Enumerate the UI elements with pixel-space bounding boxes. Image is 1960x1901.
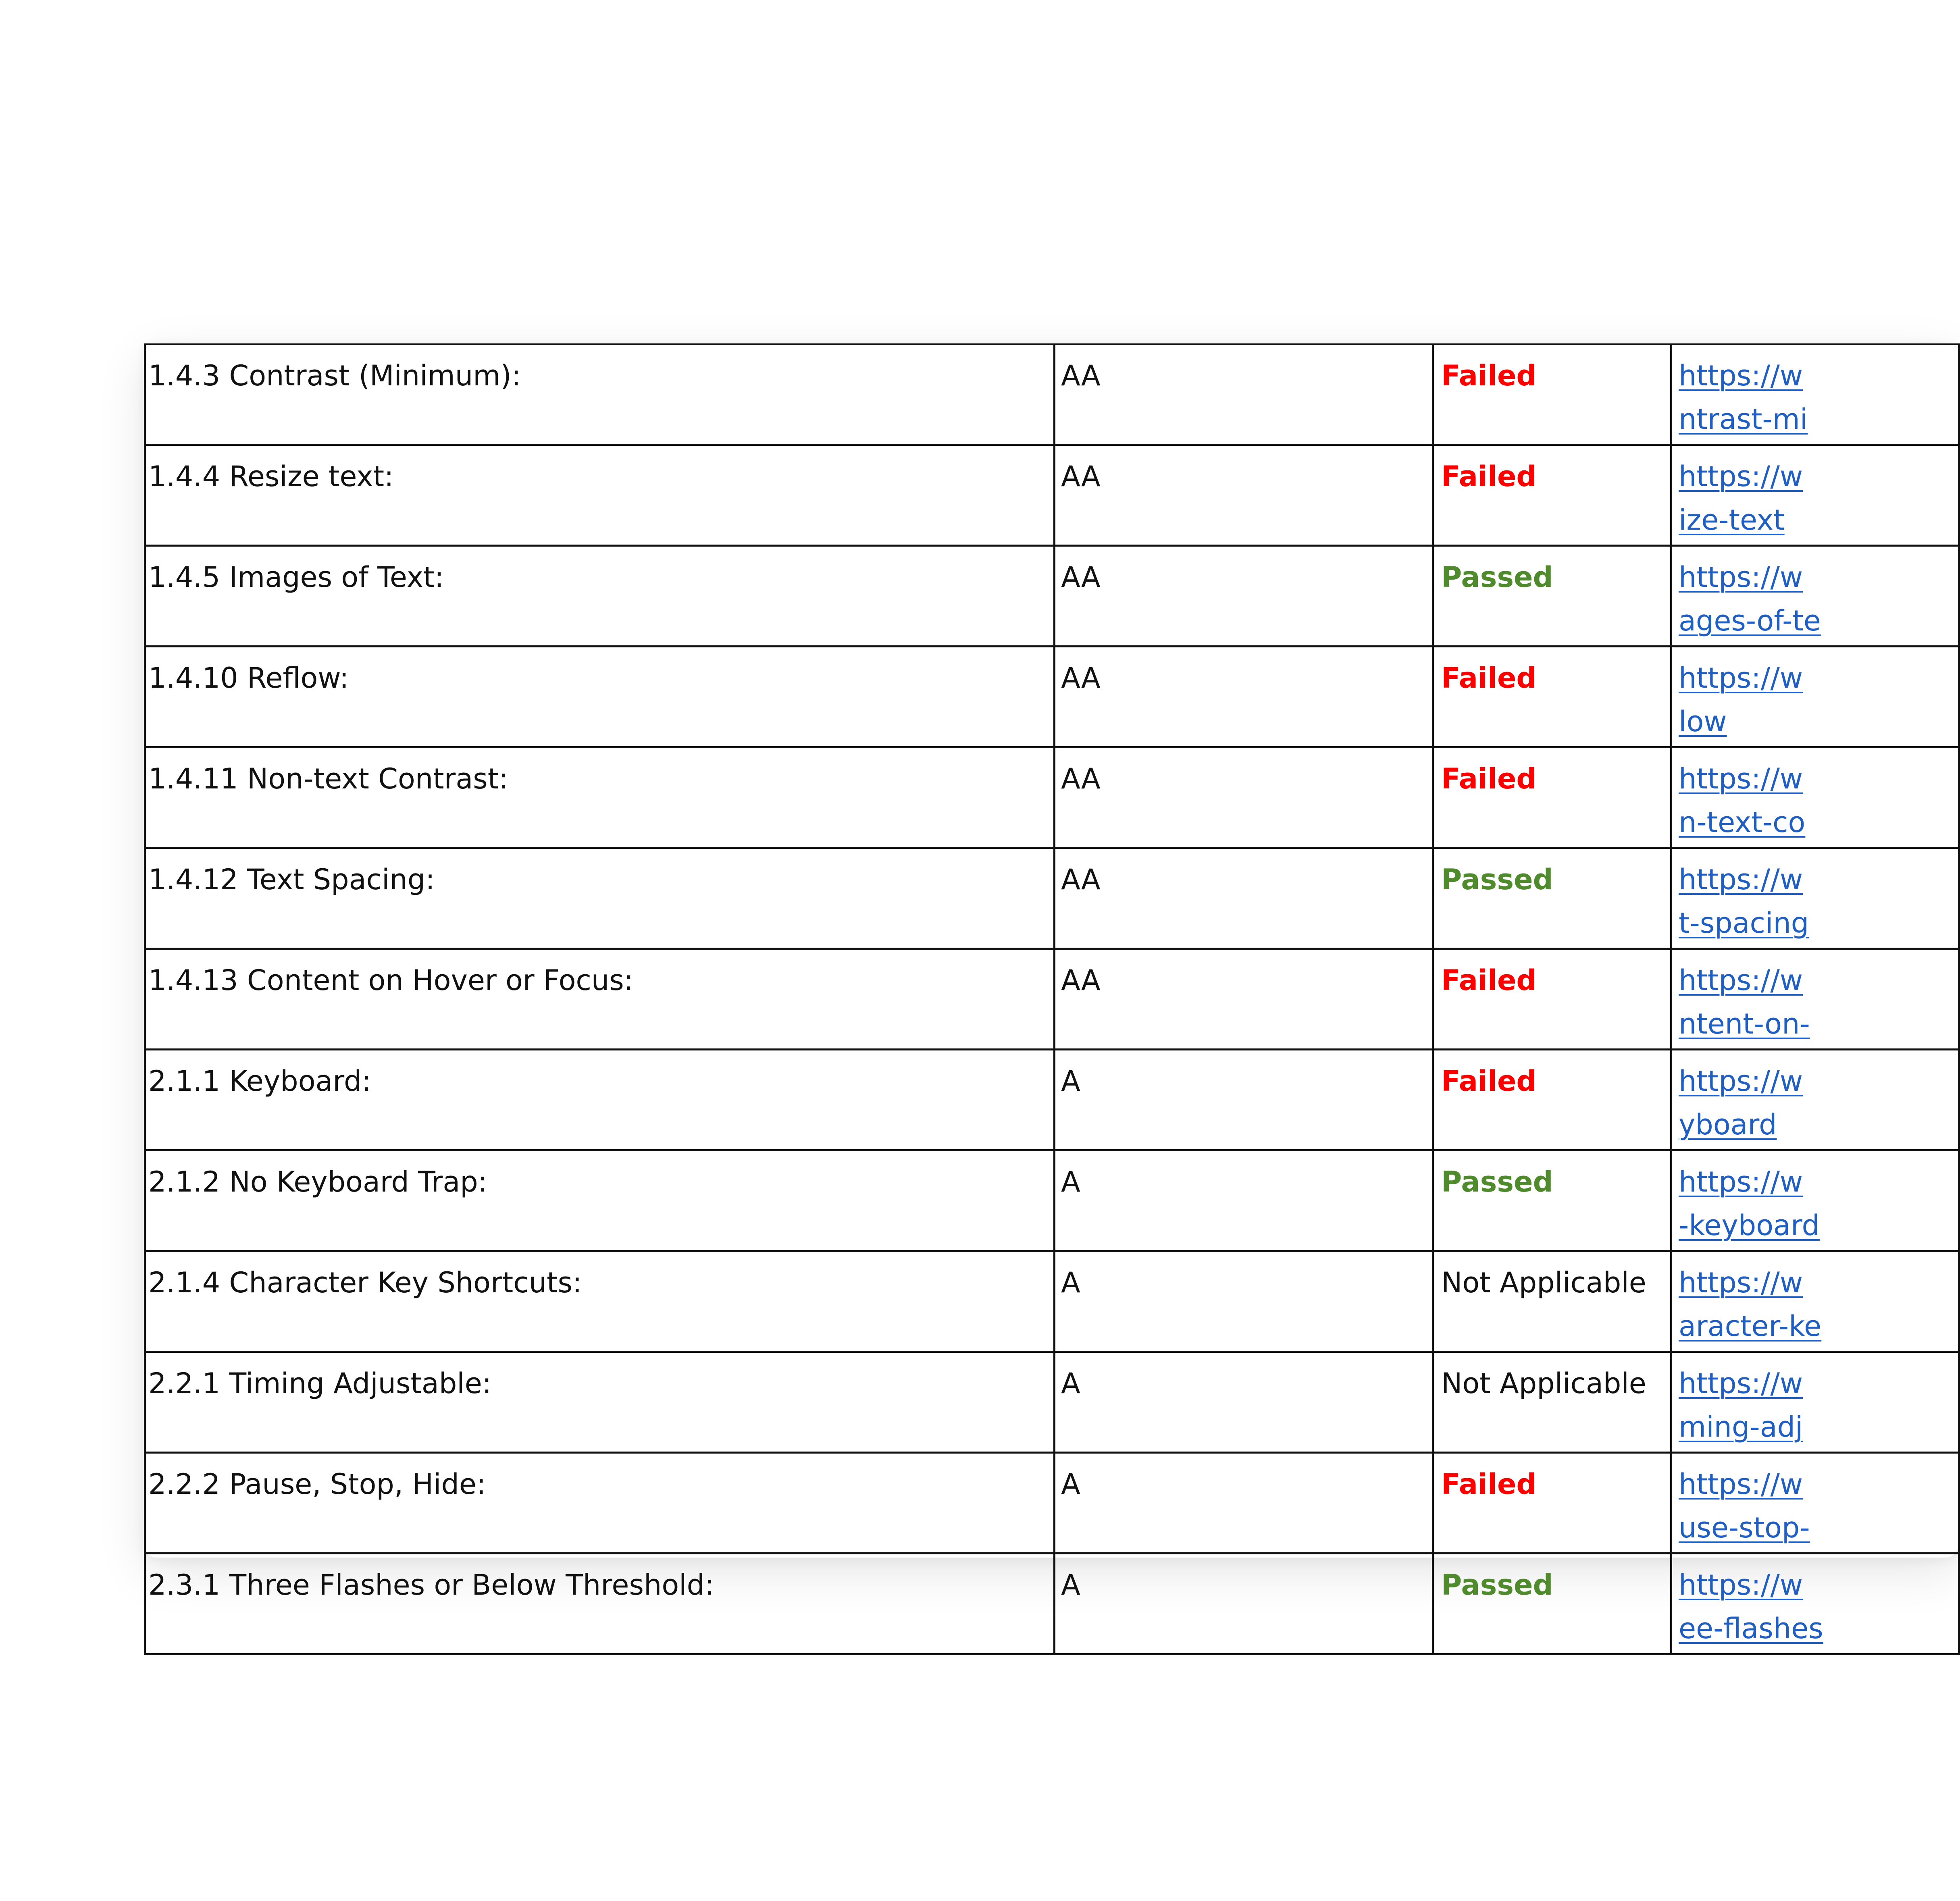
reference-link-line-2[interactable]: n-text-co bbox=[1679, 806, 1806, 839]
conformance-level-cell: AA bbox=[1055, 445, 1433, 546]
reference-link-line-1[interactable]: https://w bbox=[1679, 1266, 1803, 1299]
criterion-cell: 2.1.2 No Keyboard Trap: bbox=[145, 1150, 1055, 1251]
status-text: Not Applicable bbox=[1441, 1266, 1646, 1299]
status-text: Failed bbox=[1441, 460, 1537, 493]
status-text: Failed bbox=[1441, 762, 1537, 795]
status-cell bbox=[1433, 445, 1671, 546]
reference-link-line-1[interactable]: https://w bbox=[1679, 964, 1803, 997]
status-cell bbox=[1433, 949, 1671, 1050]
status-cell bbox=[1433, 848, 1671, 949]
reference-link-line-2[interactable]: use-stop- bbox=[1679, 1511, 1810, 1544]
link-cell bbox=[1671, 747, 1959, 848]
link-cell bbox=[1671, 1352, 1959, 1453]
criterion-cell: 2.3.1 Three Flashes or Below Threshold: bbox=[145, 1554, 1055, 1654]
table-row bbox=[145, 1554, 1959, 1654]
reference-link-line-1[interactable]: https://w bbox=[1679, 1468, 1803, 1501]
reference-link-line-2[interactable]: -keyboard bbox=[1679, 1209, 1820, 1242]
reference-link-line-2[interactable]: ntent-on- bbox=[1679, 1007, 1810, 1040]
reference-link-line-1[interactable]: https://w bbox=[1679, 359, 1803, 392]
criterion-cell: 1.4.11 Non-text Contrast: bbox=[145, 747, 1055, 848]
status-cell bbox=[1433, 747, 1671, 848]
table-row bbox=[145, 1050, 1959, 1150]
status-text: Failed bbox=[1441, 1468, 1537, 1501]
status-cell bbox=[1433, 1251, 1671, 1352]
reference-link-line-1[interactable]: https://w bbox=[1679, 561, 1803, 594]
criterion-cell: 1.4.4 Resize text: bbox=[145, 445, 1055, 546]
reference-link-line-2[interactable]: ages-of-te bbox=[1679, 604, 1821, 637]
table-row bbox=[145, 546, 1959, 647]
table-row bbox=[145, 949, 1959, 1050]
link-cell bbox=[1671, 546, 1959, 647]
conformance-level-cell: A bbox=[1055, 1251, 1433, 1352]
conformance-level-cell: A bbox=[1055, 1150, 1433, 1251]
link-cell bbox=[1671, 647, 1959, 747]
conformance-level-cell: AA bbox=[1055, 546, 1433, 647]
conformance-level-cell: A bbox=[1055, 1352, 1433, 1453]
status-text: Passed bbox=[1441, 1165, 1553, 1198]
conformance-level-cell: AA bbox=[1055, 848, 1433, 949]
link-cell bbox=[1671, 1150, 1959, 1251]
criterion-cell: 1.4.12 Text Spacing: bbox=[145, 848, 1055, 949]
status-text: Failed bbox=[1441, 359, 1537, 392]
link-cell bbox=[1671, 445, 1959, 546]
conformance-level-cell: A bbox=[1055, 1554, 1433, 1654]
status-text: Passed bbox=[1441, 1568, 1553, 1601]
reference-link-line-1[interactable]: https://w bbox=[1679, 762, 1803, 795]
table-row bbox=[145, 1352, 1959, 1453]
criterion-cell: 1.4.3 Contrast (Minimum): bbox=[145, 344, 1055, 445]
reference-link-line-2[interactable]: yboard bbox=[1679, 1108, 1777, 1141]
reference-link-line-1[interactable]: https://w bbox=[1679, 1165, 1803, 1198]
criterion-cell: 2.2.2 Pause, Stop, Hide: bbox=[145, 1453, 1055, 1554]
link-cell bbox=[1671, 344, 1959, 445]
table-body bbox=[145, 344, 1959, 1654]
reference-link-line-1[interactable]: https://w bbox=[1679, 1065, 1803, 1098]
reference-link-line-2[interactable]: aracter-ke bbox=[1679, 1310, 1822, 1343]
reference-link-line-2[interactable]: ntrast-mi bbox=[1679, 403, 1808, 436]
table-row bbox=[145, 647, 1959, 747]
status-cell bbox=[1433, 1554, 1671, 1654]
criterion-cell: 2.1.1 Keyboard: bbox=[145, 1050, 1055, 1150]
reference-link-line-1[interactable]: https://w bbox=[1679, 661, 1803, 695]
status-text: Failed bbox=[1441, 661, 1537, 695]
criterion-cell: 2.2.1 Timing Adjustable: bbox=[145, 1352, 1055, 1453]
status-cell bbox=[1433, 1050, 1671, 1150]
reference-link-line-2[interactable]: ize-text bbox=[1679, 503, 1785, 537]
status-text: Passed bbox=[1441, 561, 1553, 594]
table-row bbox=[145, 848, 1959, 949]
link-cell bbox=[1671, 949, 1959, 1050]
conformance-level-cell: AA bbox=[1055, 647, 1433, 747]
reference-link-line-2[interactable]: ee-flashes bbox=[1679, 1612, 1823, 1645]
table-row bbox=[145, 1150, 1959, 1251]
link-cell bbox=[1671, 848, 1959, 949]
table-row bbox=[145, 344, 1959, 445]
link-cell bbox=[1671, 1554, 1959, 1654]
criterion-cell: 1.4.5 Images of Text: bbox=[145, 546, 1055, 647]
status-cell bbox=[1433, 344, 1671, 445]
status-text: Passed bbox=[1441, 863, 1553, 896]
table-row bbox=[145, 747, 1959, 848]
link-cell bbox=[1671, 1050, 1959, 1150]
status-text: Not Applicable bbox=[1441, 1367, 1646, 1400]
status-cell bbox=[1433, 647, 1671, 747]
status-text: Failed bbox=[1441, 964, 1537, 997]
reference-link-line-2[interactable]: ming-adj bbox=[1679, 1410, 1803, 1443]
status-cell bbox=[1433, 1352, 1671, 1453]
status-cell bbox=[1433, 1150, 1671, 1251]
reference-link-line-1[interactable]: https://w bbox=[1679, 1568, 1803, 1601]
criterion-cell: 1.4.13 Content on Hover or Focus: bbox=[145, 949, 1055, 1050]
accessibility-audit-table-card bbox=[144, 343, 1958, 1645]
reference-link-line-1[interactable]: https://w bbox=[1679, 1367, 1803, 1400]
conformance-level-cell: AA bbox=[1055, 949, 1433, 1050]
wcag-criteria-table bbox=[144, 343, 1960, 1655]
table-row bbox=[145, 1251, 1959, 1352]
conformance-level-cell: A bbox=[1055, 1050, 1433, 1150]
criterion-cell: 1.4.10 Reflow: bbox=[145, 647, 1055, 747]
table-row bbox=[145, 1453, 1959, 1554]
link-cell bbox=[1671, 1453, 1959, 1554]
status-cell bbox=[1433, 1453, 1671, 1554]
reference-link-line-1[interactable]: https://w bbox=[1679, 863, 1803, 896]
reference-link-line-2[interactable]: low bbox=[1679, 705, 1727, 738]
link-cell bbox=[1671, 1251, 1959, 1352]
conformance-level-cell: A bbox=[1055, 1453, 1433, 1554]
reference-link-line-2[interactable]: t-spacing bbox=[1679, 907, 1809, 940]
table-row bbox=[145, 445, 1959, 546]
conformance-level-cell: AA bbox=[1055, 344, 1433, 445]
status-text: Failed bbox=[1441, 1065, 1537, 1098]
criterion-cell: 2.1.4 Character Key Shortcuts: bbox=[145, 1251, 1055, 1352]
conformance-level-cell: AA bbox=[1055, 747, 1433, 848]
status-cell bbox=[1433, 546, 1671, 647]
reference-link-line-1[interactable]: https://w bbox=[1679, 460, 1803, 493]
